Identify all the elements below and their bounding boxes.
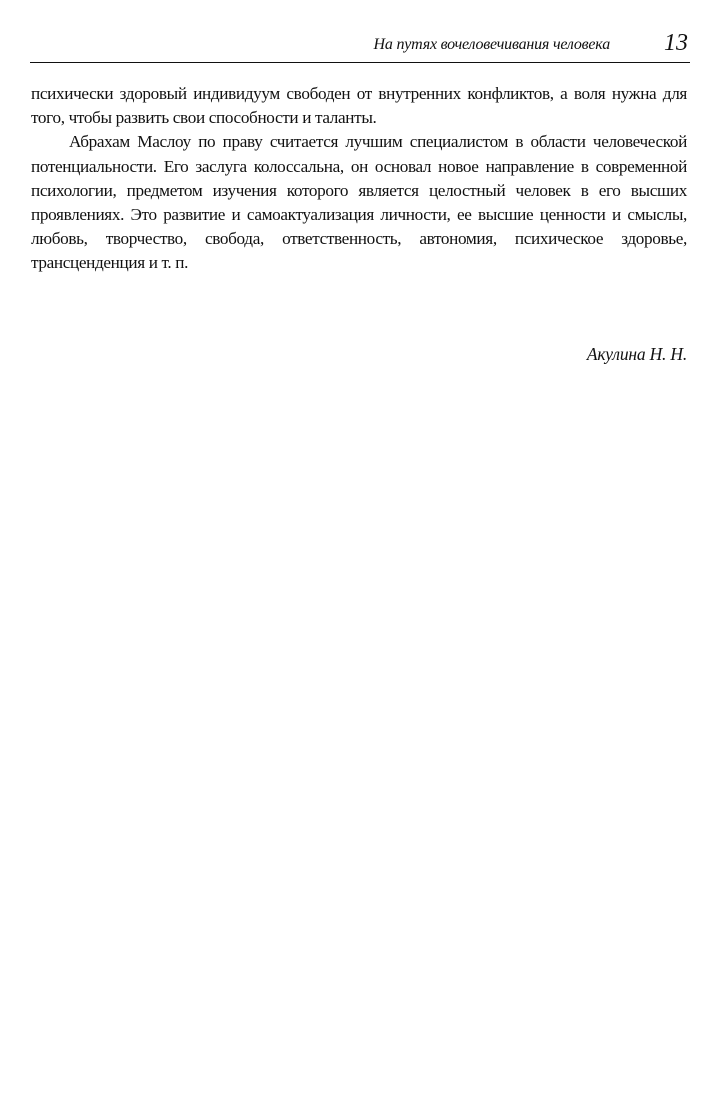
page-number: 13 [664, 30, 688, 56]
running-header [30, 30, 690, 60]
running-title: На путях вочеловечивания человека [373, 36, 610, 53]
main-text [31, 82, 687, 276]
header-rule [30, 62, 690, 63]
paragraph-maslow: Абрахам Маслоу по праву считается лучшим специалистом в области человеческой потенциальности. Его заслуга колоссальна, он основал новое направление в современной психологии, предметом изучения которого является целостный человек в его высших проявлениях. Это развитие и самоактуализация личности, ее высшие ценности и смыслы, любовь, творчество, свобода, ответственность, автономия, психическое здоровье, трансценденция и т. п. [31, 132, 687, 273]
author-signature: Акулина Н. Н. [586, 344, 687, 364]
paragraph-continuation: психически здоровый индивидуум свободен от внутренних конфликтов, а воля нужна для того, чтобы развить свои способности и таланты. [31, 84, 687, 128]
